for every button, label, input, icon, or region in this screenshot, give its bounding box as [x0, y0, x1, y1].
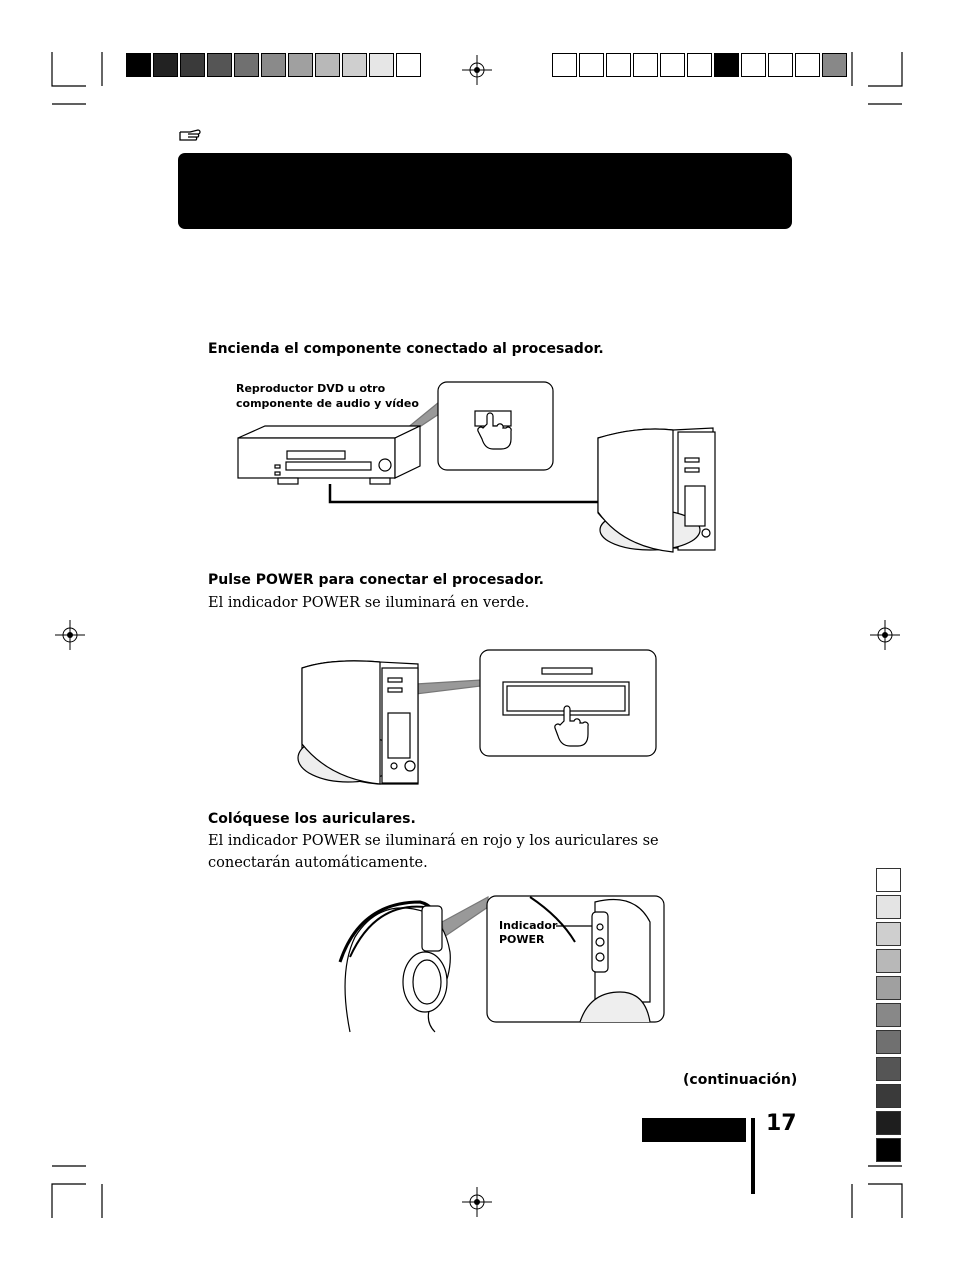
registration-mark-icon — [462, 55, 492, 85]
registration-mark-icon — [870, 620, 900, 650]
page-number: 17 — [766, 1111, 797, 1136]
page-tab — [642, 1118, 746, 1142]
grayscale-strip-left — [126, 53, 423, 77]
figure-3-label-line1: Indicador — [499, 919, 558, 932]
step-1-title: Encienda el componente conectado al procesador. — [208, 341, 604, 357]
registration-mark-icon — [55, 620, 85, 650]
figure-3-label-line2: POWER — [499, 933, 545, 946]
continued-note: (continuación) — [683, 1072, 798, 1088]
pointing-hand-icon — [178, 126, 204, 144]
step-3-title: Colóquese los auriculares. — [208, 811, 416, 827]
figure-2-illustration — [298, 648, 668, 798]
step-2-title: Pulse POWER para conectar el procesador. — [208, 572, 544, 588]
page-rule — [751, 1118, 755, 1194]
step-2-text: El indicador POWER se iluminará en verde. — [208, 595, 530, 611]
side-grayscale-tabs — [876, 868, 901, 1165]
figure-1-illustration — [230, 378, 750, 558]
figure-1-label-line2: componente de audio y vídeo — [236, 397, 419, 410]
grayscale-strip-right — [552, 53, 849, 77]
section-header-bar — [178, 153, 792, 229]
registration-mark-icon — [462, 1187, 492, 1217]
figure-1-label-line1: Reproductor DVD u otro — [236, 382, 386, 395]
figure-3-illustration — [330, 882, 670, 1032]
step-3-text: El indicador POWER se iluminará en rojo y los auriculares se conectarán automáticamente. — [208, 833, 659, 871]
